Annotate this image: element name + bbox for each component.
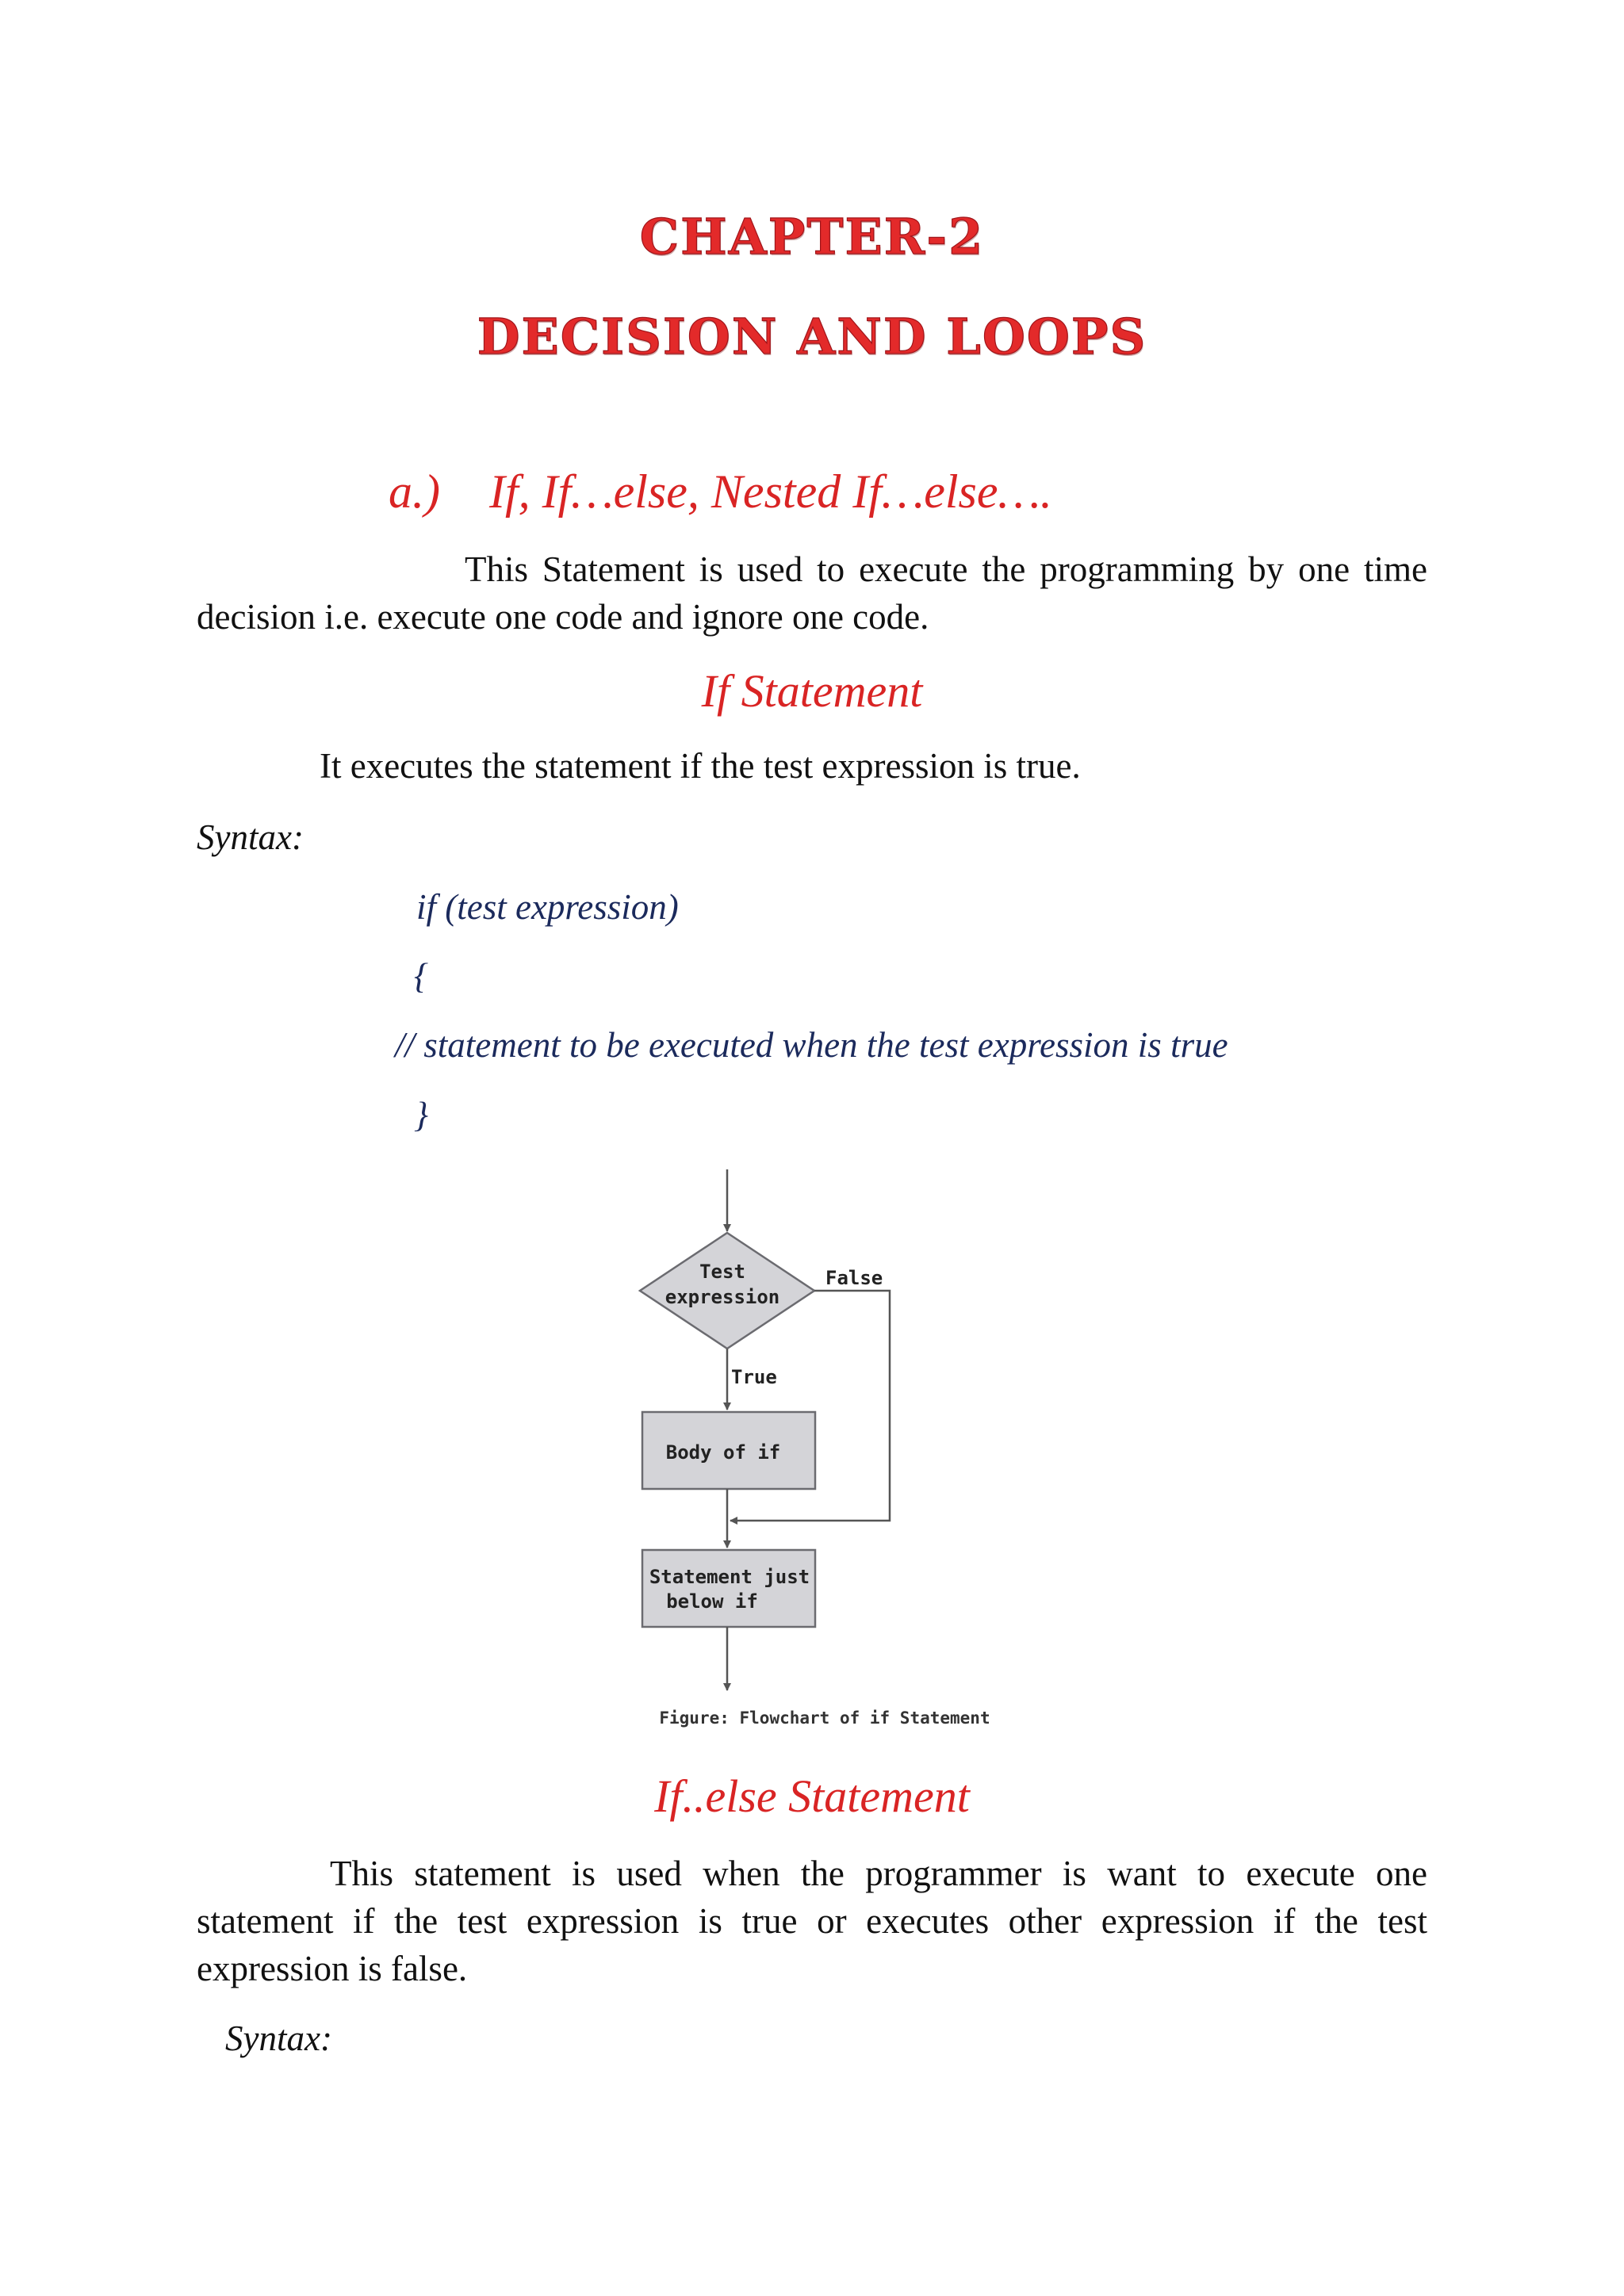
code-line-comment: // statement to be executed when the test expression is true: [395, 1025, 1228, 1065]
if-syntax-label: Syntax:: [197, 817, 304, 857]
chapter-subtitle: DECISION AND LOOPS: [477, 308, 1147, 365]
if-statement-heading: If Statement: [701, 665, 923, 717]
next-statement-box: [642, 1550, 815, 1627]
figure-caption: Figure: Flowchart of if Statement: [659, 1709, 990, 1728]
next-label-line2: below if: [666, 1590, 758, 1613]
true-label: True: [731, 1366, 777, 1388]
section-heading: [389, 465, 1052, 519]
if-flowchart: [619, 1161, 936, 1709]
next-label-line1: Statement just: [649, 1566, 810, 1588]
code-line-open-brace: {: [414, 956, 428, 996]
if-else-syntax-label: Syntax:: [225, 2019, 332, 2058]
decision-label-line1: Test: [699, 1261, 745, 1283]
decision-label-line2: expression: [665, 1286, 780, 1308]
false-label: False: [825, 1267, 883, 1289]
section-title: If, If…else, Nested If…else….: [488, 465, 1052, 518]
chapter-title: CHAPTER-2: [639, 208, 985, 266]
if-else-description: This statement is used when the programmer is want to execute one statement if the test expression is true or executes other expression if the test expression is false.: [197, 1854, 1427, 1988]
if-else-heading: If..else Statement: [654, 1770, 970, 1822]
code-line-close-brace: }: [414, 1095, 428, 1135]
code-line-condition: if (test expression): [416, 887, 679, 927]
if-statement-description: It executes the statement if the test expression is true.: [320, 746, 1081, 786]
body-label: Body of if: [665, 1441, 781, 1464]
section-number: a.): [389, 465, 440, 518]
intro-paragraph: This Statement is used to execute the programming by one time decision i.e. execute one code and ignore one code.: [197, 549, 1427, 637]
